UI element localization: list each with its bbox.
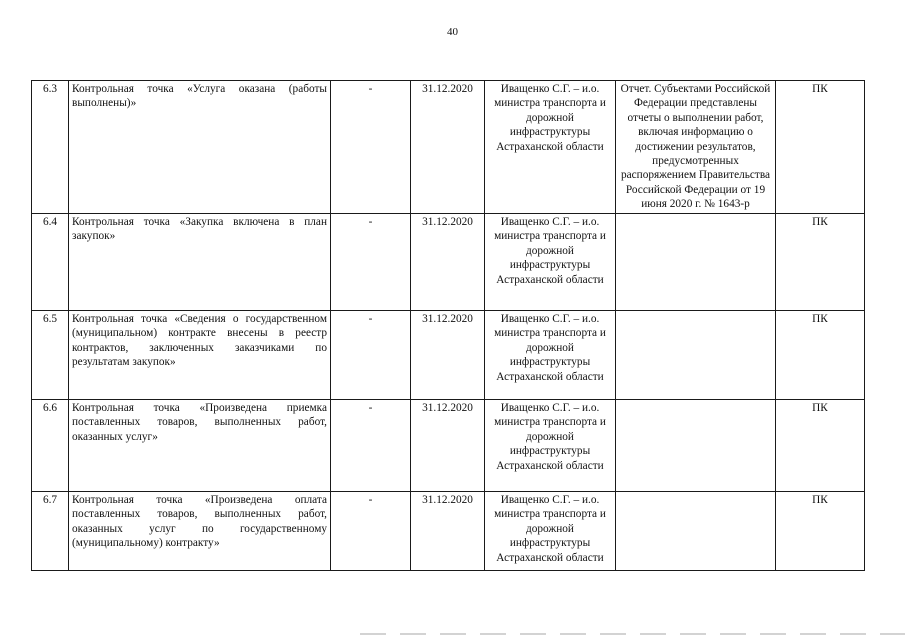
row-number: 6.3 <box>32 81 69 214</box>
checkpoint-name: Контрольная точка «Произведена оплата поставленных товаров, выполненных работ, оказанных услуг по государственному (муниципальному) контракту» <box>69 492 331 571</box>
result-cell <box>616 311 776 400</box>
start-date-cell: - <box>331 400 411 492</box>
checkpoint-name: Контрольная точка «Закупка включена в план закупок» <box>69 214 331 311</box>
result-cell <box>616 214 776 311</box>
row-number: 6.5 <box>32 311 69 400</box>
end-date-cell: 31.12.2020 <box>411 81 485 214</box>
end-date-cell: 31.12.2020 <box>411 214 485 311</box>
table-row <box>32 492 865 571</box>
result-cell: Отчет. Субъектами Российской Федерации представлены отчеты о выполнении работ, включая информацию о достижении результатов, предусмотренных распоряжением Правительства Российской Федерации от 19 июня 2020 г. № 1643-р <box>616 81 776 214</box>
result-cell <box>616 492 776 571</box>
start-date-cell: - <box>331 81 411 214</box>
level-cell: ПК <box>776 311 865 400</box>
page-number: 40 <box>447 26 458 38</box>
level-cell: ПК <box>776 214 865 311</box>
responsible-cell: Иващенко С.Г. – и.о. министра транспорта и дорожной инфраструктуры Астраханской области <box>485 400 616 492</box>
responsible-cell: Иващенко С.Г. – и.о. министра транспорта и дорожной инфраструктуры Астраханской области <box>485 311 616 400</box>
table-row <box>32 214 865 311</box>
level-cell: ПК <box>776 81 865 214</box>
end-date-cell: 31.12.2020 <box>411 492 485 571</box>
responsible-cell: Иващенко С.Г. – и.о. министра транспорта и дорожной инфраструктуры Астраханской области <box>485 81 616 214</box>
result-cell <box>616 400 776 492</box>
scan-artifact <box>360 633 905 635</box>
checkpoint-name: Контрольная точка «Сведения о государственном (муниципальном) контракте внесены в реестр контрактов, заключенных заказчиками по результатам закупок» <box>69 311 331 400</box>
responsible-cell: Иващенко С.Г. – и.о. министра транспорта и дорожной инфраструктуры Астраханской области <box>485 492 616 571</box>
level-cell: ПК <box>776 400 865 492</box>
row-number: 6.6 <box>32 400 69 492</box>
end-date-cell: 31.12.2020 <box>411 311 485 400</box>
table-row <box>32 400 865 492</box>
start-date-cell: - <box>331 311 411 400</box>
checkpoint-name: Контрольная точка «Услуга оказана (работы выполнены)» <box>69 81 331 214</box>
level-cell: ПК <box>776 492 865 571</box>
start-date-cell: - <box>331 214 411 311</box>
table-row <box>32 81 865 214</box>
plan-table <box>31 80 865 571</box>
start-date-cell: - <box>331 492 411 571</box>
responsible-cell: Иващенко С.Г. – и.о. министра транспорта и дорожной инфраструктуры Астраханской области <box>485 214 616 311</box>
row-number: 6.4 <box>32 214 69 311</box>
checkpoint-name: Контрольная точка «Произведена приемка поставленных товаров, выполненных работ, оказанных услуг» <box>69 400 331 492</box>
table-row <box>32 311 865 400</box>
end-date-cell: 31.12.2020 <box>411 400 485 492</box>
row-number: 6.7 <box>32 492 69 571</box>
